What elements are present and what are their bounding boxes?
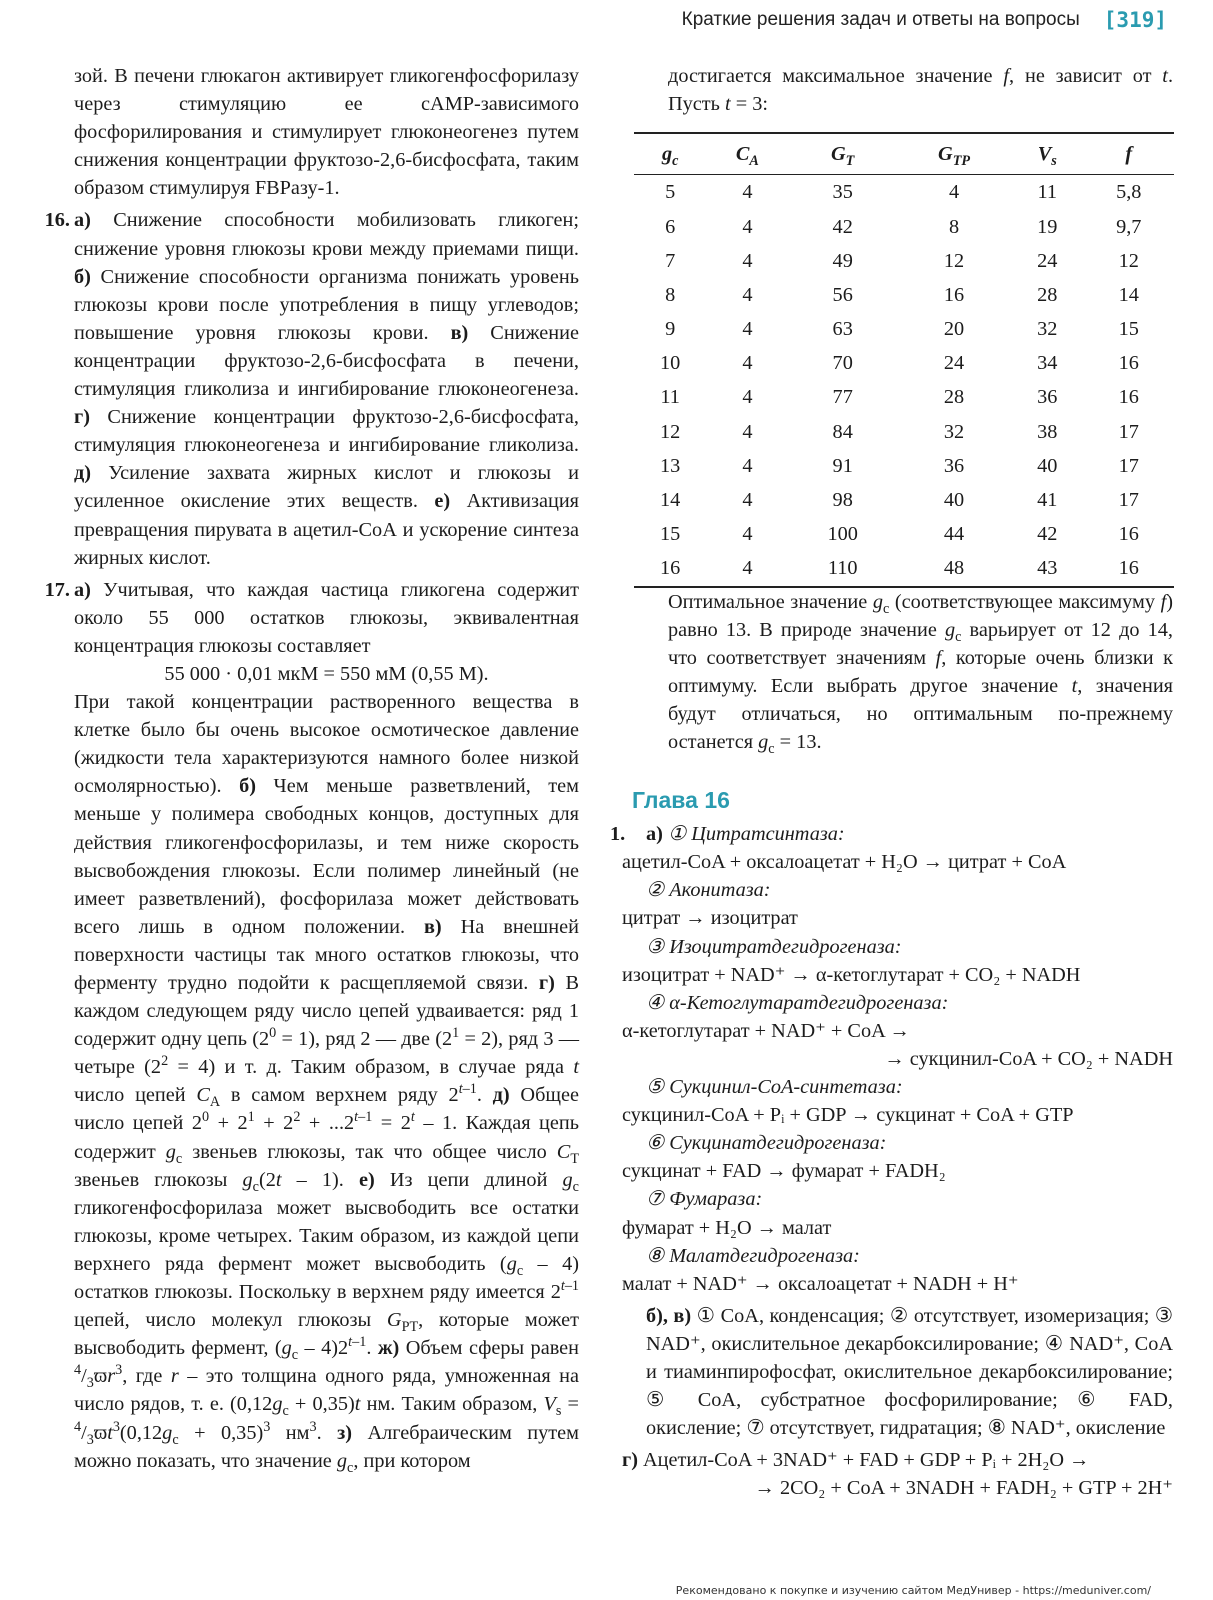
table-header-row bbox=[634, 133, 1174, 175]
enzyme-name: ⑥ Сукцинатдегидрогеназа: bbox=[646, 1132, 887, 1155]
answer-17-a: а) Учитывая, что каждая частица гликогена содержит около 55 000 остатков глюкозы, эквивалентная концентрация глюкозы составляет bbox=[74, 578, 579, 657]
table-cell: 6 bbox=[665, 215, 676, 238]
table-cell: 12 bbox=[1118, 249, 1139, 272]
enzyme-name: ⑤ Сукцинил-CoA-синтетаза: bbox=[646, 1076, 903, 1099]
reaction: малат + NAD⁺ → оксалоацетат + NADH + H⁺ bbox=[622, 1272, 1019, 1295]
table-cell: 11 bbox=[1037, 181, 1058, 204]
table-cell: 15 bbox=[660, 523, 681, 546]
table-cell: 91 bbox=[832, 454, 853, 477]
table-cell: 8 bbox=[665, 283, 676, 306]
table-cell: 17 bbox=[1118, 489, 1139, 512]
table-cell: 28 bbox=[1037, 283, 1058, 306]
table-row bbox=[634, 175, 1174, 210]
table-row bbox=[634, 346, 1174, 380]
table-cell: 42 bbox=[1037, 523, 1058, 546]
table-cell: 49 bbox=[832, 249, 853, 272]
answer-16 bbox=[44, 206, 580, 571]
reaction-continued: → сукцинил-CoA + CO₂ + NADH bbox=[884, 1047, 1173, 1070]
enzyme-name: ⑧ Малатдегидрогеназа: bbox=[646, 1244, 860, 1267]
enzyme-name: ③ Изоцитратдегидрогеназа: bbox=[646, 935, 902, 958]
table-cell: 110 bbox=[788, 551, 897, 586]
table-cell: 9 bbox=[665, 318, 676, 341]
table-cell: 24 bbox=[1037, 249, 1058, 272]
table-conclusion: Оптимальное значение $g_c$ (соответствующее максимуму f) равно 13. В природе значение $g_c$ варьирует от 12 до 14, что соответствует значениям f, которые очень близки к оптимуму. Если выбрать другое значение t, значения будут отличаться, но оптимальным по-прежнему останется $g_c = 13$. bbox=[668, 590, 1174, 758]
table-row bbox=[634, 415, 1174, 449]
table-cell: 38 bbox=[1037, 420, 1058, 443]
formula: 55 000 · 0,01 мкМ = 550 мМ (0,55 М). bbox=[164, 662, 489, 685]
table-cell: 16 bbox=[634, 551, 706, 586]
right-column bbox=[610, 62, 1174, 1502]
table-intro: достигается максимальное значение f, не зависит от t. Пусть t = 3: bbox=[668, 65, 1174, 116]
table-row bbox=[634, 449, 1174, 483]
table-cell: 36 bbox=[943, 454, 965, 477]
reaction: сукцинил-CoA + Pᵢ + GDP → сукцинат + CoA + GTP bbox=[622, 1104, 1074, 1127]
table-cell: 4 bbox=[948, 181, 960, 204]
table-cell: 98 bbox=[832, 489, 853, 512]
table-cell: 4 bbox=[742, 249, 753, 272]
table-cell: 36 bbox=[1037, 386, 1058, 409]
table-row bbox=[634, 380, 1174, 414]
reaction: фумарат + H₂O → малат bbox=[622, 1216, 832, 1239]
page-number: [319] bbox=[1103, 8, 1167, 32]
table-cell: 4 bbox=[742, 352, 753, 375]
table-cell: 16 bbox=[1083, 551, 1174, 586]
table-cell: 24 bbox=[943, 352, 965, 375]
table-cell: 9,7 bbox=[1116, 215, 1142, 238]
answer-1a-label: а) ① Цитратсинтаза: bbox=[646, 823, 845, 846]
answer-1bv: б), в) ① CoA, конденсация; ② отсутствует, изомеризация; ③ NAD⁺, окислительное декарбоксилирование; ④ NAD⁺, CoA и тиаминпирофосфат, окислительное декарбоксилирование; ⑤ CoA, субстратное фосфорилирование; ⑥ FAD, окисление; ⑦ отсутствует, гидратация; ⑧ NAD⁺, окисление bbox=[646, 1304, 1173, 1440]
col-header: $G_T$ bbox=[788, 133, 897, 175]
reaction: α-кетоглутарат + NAD⁺ + CoA → bbox=[622, 1019, 910, 1042]
table-cell: 20 bbox=[943, 318, 965, 341]
table-cell: 16 bbox=[1118, 523, 1139, 546]
table-cell: 32 bbox=[943, 420, 965, 443]
table-cell: 12 bbox=[943, 249, 965, 272]
table-cell: 43 bbox=[1011, 551, 1083, 586]
table-cell: 5,8 bbox=[1116, 181, 1142, 204]
table-cell: 4 bbox=[742, 181, 753, 204]
table-cell: 41 bbox=[1037, 489, 1058, 512]
table-row bbox=[634, 244, 1174, 278]
table-row bbox=[634, 551, 1174, 586]
table-cell: 16 bbox=[1118, 352, 1139, 375]
table-cell: 34 bbox=[1037, 352, 1058, 375]
chapter-heading: Глава 16 bbox=[632, 787, 730, 814]
col-header: $C_A$ bbox=[706, 133, 788, 175]
reaction: изоцитрат + NAD⁺ → α-кетоглутарат + CO₂ + NADH bbox=[622, 963, 1081, 986]
reaction: ацетил-CoA + оксалоацетат + H₂O → цитрат + CoA bbox=[622, 851, 1067, 874]
table-cell: 48 bbox=[897, 551, 1011, 586]
table-cell: 35 bbox=[832, 181, 853, 204]
enzyme-name: ② Аконитаза: bbox=[646, 879, 771, 902]
table-cell: 32 bbox=[1037, 318, 1058, 341]
col-header: $g_c$ bbox=[634, 133, 706, 175]
col-header: $G_{TP}$ bbox=[897, 133, 1011, 175]
table-cell: 5 bbox=[665, 181, 676, 204]
table-cell: 63 bbox=[832, 318, 853, 341]
table-cell: 70 bbox=[832, 352, 853, 375]
enzyme-name: ⑦ Фумараза: bbox=[646, 1188, 763, 1211]
table-cell: 4 bbox=[742, 386, 753, 409]
table-cell: 12 bbox=[660, 420, 681, 443]
table-cell: 11 bbox=[660, 386, 680, 409]
answer-17 bbox=[44, 576, 580, 1476]
table-cell: 4 bbox=[742, 523, 753, 546]
table-cell: 7 bbox=[665, 249, 676, 272]
table-row bbox=[634, 517, 1174, 551]
table-row bbox=[634, 483, 1174, 517]
table-row bbox=[634, 312, 1174, 346]
table-cell: 56 bbox=[832, 283, 853, 306]
table-cell: 13 bbox=[660, 454, 681, 477]
left-column bbox=[44, 62, 580, 1476]
table-cell: 40 bbox=[943, 489, 965, 512]
table-cell: 28 bbox=[943, 386, 965, 409]
table-cell: 10 bbox=[660, 352, 681, 375]
table-cell: 17 bbox=[1118, 454, 1139, 477]
table-row bbox=[634, 209, 1174, 243]
reaction: цитрат → изоцитрат bbox=[622, 907, 798, 930]
table-cell: 17 bbox=[1118, 420, 1139, 443]
header-title: Краткие решения задач и ответы на вопросы bbox=[681, 9, 1080, 30]
table-cell: 4 bbox=[742, 215, 753, 238]
table-cell: 42 bbox=[832, 215, 853, 238]
col-header: f bbox=[1083, 133, 1174, 175]
table-cell: 14 bbox=[1118, 283, 1139, 306]
table-cell: 40 bbox=[1037, 454, 1058, 477]
table-cell: 4 bbox=[706, 551, 788, 586]
results-table bbox=[634, 132, 1174, 587]
answer-16-text: а) Снижение способности мобилизовать гликоген; снижение уровня глюкозы крови между приемами пищи. б) Снижение способности организма понижать уровень глюкозы крови после употребления в пищу углеводов; повышение уровня глюкозы крови. в) Снижение концентрации фруктозо-2,6-бисфосфата в печени, стимуляция гликолиза и ингибирование глюконеогенеза. г) Снижение концентрации фруктозо-2,6-бисфосфата, стимуляция глюконеогенеза и ингибирование гликолиза. д) Усиление захвата жирных кислот и глюкозы и усиленное окисление этих веществ. е) Активизация превращения пирувата в ацетил-СоА и ускорение синтеза жирных кислот. bbox=[74, 209, 580, 569]
table-cell: 4 bbox=[742, 454, 753, 477]
footer-note: Рекомендовано к покупке и изучению сайтом МедУнивер - https://meduniver.com/ bbox=[675, 1584, 1151, 1597]
table-cell: 4 bbox=[742, 318, 753, 341]
reaction: сукцинат + FAD → фумарат + FADH₂ bbox=[622, 1160, 946, 1183]
chapter-answer-1 bbox=[610, 820, 1173, 1502]
col-header: $V_s$ bbox=[1011, 133, 1083, 175]
answer-17-body: При такой концентрации растворенного вещества в клетке было бы очень высокое осмотическое давление (жидкости тела характеризуются намного более низкой осмолярностью). б) Чем меньше разветвлений, тем меньше у полимера свободных концов, доступных для действия гликогенфосфорилазы, и тем ниже скорость высвобождения глюкозы. Если полимер линейный (не имеет разветвлений), фосфорилаза может действовать всего лишь в одном положении. в) На внешней поверхности частицы так много остатков глюкозы, что ферменту трудно подойти к расщепляемой связи. г) В каждом следующем ряду число цепей удваивается: ряд 1 содержит одну цепь $(2^0 = 1)$, ряд 2 — две $(2^1 = 2)$, ряд 3 — четыре $(2^2 = 4)$ и т. д. Таким образом, в случае ряда t число цепей $C_A$ в самом верхнем ряду 2$^{t-1}$. д) Общее число цепей $2^0 + 2^1 + 2^2 + ...2^{t-1} = 2^t - 1$. Каждая цепь содержит $g_c$ звеньев глюкозы, так что общее число $C_T$ звеньев глюкозы $g_c(2t - 1)$. е) Из цепи длиной $g_c$ гликогенфосфорилаза может высвободить все остатки глюкозы, кроме четырех. Таким образом, из каждой цепи верхнего ряда фермент может высвободить $(g_c - 4)$ остатков глюкозы. Поскольку в верхнем ряду имеется 2$^{t-1}$ цепей, число молекул глюкозы $G_{PT}$, которые может высвободить фермент, $(g_c - 4)2^{t-1}$. ж) Объем сферы равен $^4/_3ϖr^3$, где r – это толщина одного ряда, умноженная на число рядов, т. е. $(0,12g_c + 0,35)t$ нм. Таким образом, $V_s = ^4/_3ϖt^3(0,12g_c + 0,35)^3$ $нм^3$. з) Алгебраическим путем можно показать, что значение $g_c$, при котором bbox=[74, 691, 580, 1476]
answer-number: 17. bbox=[44, 578, 70, 601]
table-cell: 14 bbox=[660, 489, 681, 512]
table-cell: 84 bbox=[832, 420, 853, 443]
intro-paragraph: зой. В печени глюкагон активирует гликогенфосфорилазу через стимуляцию ее сАМР-зависимого фосфорилирования и стимулирует глюконеогенез путем снижения концентрации фруктозо-2,6-бисфосфата, таким образом стимулируя FBPазу-1. bbox=[74, 65, 579, 200]
table-cell: 44 bbox=[943, 523, 965, 546]
reaction-continued: → 2CO₂ + CoA + 3NADH + FADH₂ + GTP + 2H⁺ bbox=[754, 1477, 1173, 1500]
answer-number: 16. bbox=[44, 209, 70, 232]
table-cell: 77 bbox=[832, 386, 853, 409]
running-header bbox=[682, 0, 1167, 40]
table-cell: 8 bbox=[948, 215, 960, 238]
enzyme-name: ④ α-Кетоглутаратдегидрогеназа: bbox=[646, 991, 949, 1014]
table-cell: 4 bbox=[742, 420, 753, 443]
answer-1g: г) Ацетил-CoA + 3NAD⁺ + FAD + GDP + Pᵢ + 2H₂O → bbox=[622, 1449, 1090, 1472]
table-cell: 4 bbox=[742, 283, 753, 306]
table-cell: 19 bbox=[1037, 215, 1058, 238]
table-row bbox=[634, 278, 1174, 312]
table-cell: 100 bbox=[827, 523, 858, 546]
table-cell: 16 bbox=[1118, 386, 1139, 409]
table-cell: 15 bbox=[1118, 318, 1139, 341]
table-cell: 4 bbox=[742, 489, 753, 512]
answer-number: 1. bbox=[610, 823, 626, 846]
table-cell: 16 bbox=[943, 283, 965, 306]
